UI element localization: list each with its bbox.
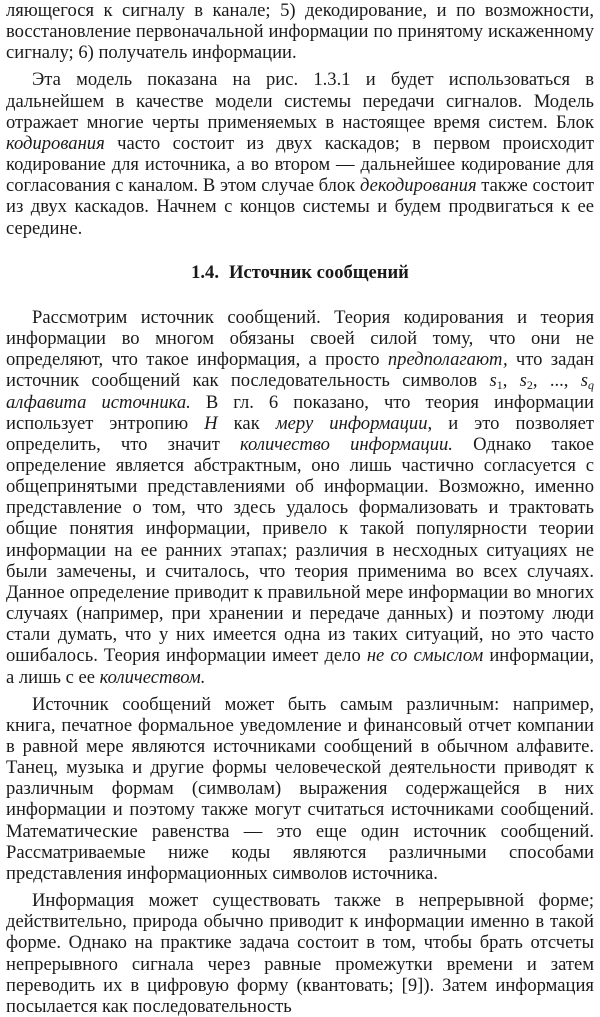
text-run: что задан источник сообщений как последовательность символов: [6, 349, 594, 392]
text-run: и это позволяет определить, что значит: [6, 412, 594, 455]
paragraph-continuation: ляющегося к сигналу в канале; 5) декодирование, и по возможности, восстановление первоначальной информации по принятому искаженному сигналу; 6) получатель информации.: [6, 0, 594, 64]
text-run: Однако такое определение является абстрактным, оно лишь частично согласуется с общепринятыми представлениями об информации. Возможно, именно представление о том, что здесь удалось формализовать и трактовать общие понятия информации, привело к такой популярности теории информации на ее ранних этапах; различия в несходных ситуациях не были замечены, и считалось, что теория применима во всех случаях. Данное определение приводит к правильной мере информации во многих случаях (например, при хранении и передаче данных) и поэтому люди стали думать, что у них имеется одна из таких ситуаций, но это часто ошибалось. Теория информации имеет дело: [6, 433, 594, 667]
text-run: часто состоит из двух каскадов; в первом происходит кодирование для источника, а во втором — дальнейшее кодирование для согласования с каналом. В этом случае блок: [6, 132, 594, 197]
section-title: Источник сообщений: [228, 261, 409, 283]
italic-term-not-meaning: не со смыслом: [366, 645, 484, 667]
section-number: 1.4.: [191, 261, 219, 283]
text-run: ,: [502, 370, 520, 392]
italic-term-decoding: декодирования: [359, 175, 477, 197]
text-run: также состоит из двух каскадов. Начнем с концов системы и будем продвигаться к ее середине.: [6, 175, 594, 239]
symbol-sq: s: [580, 370, 588, 392]
italic-term-encoding: кодирования: [6, 132, 105, 154]
text-run: как: [217, 412, 276, 434]
paragraph-message-source: [6, 307, 594, 688]
subscript-1: 1: [496, 378, 503, 393]
italic-term-information-quantity: количество информации.: [240, 433, 453, 455]
italic-term-assume: предполагают,: [387, 349, 508, 371]
symbol-s1: s: [489, 370, 497, 392]
text-run: информации, а лишь с ее: [6, 645, 594, 688]
text-run: Эта модель показана на рис. 1.3.1 и будет использоваться в дальнейшем в качестве модели системы передачи сигналов. Модель отражает многие черты применяемых в настоящее время систем. Блок: [6, 69, 594, 133]
section-heading: [6, 262, 594, 283]
italic-term-quantity: количеством.: [99, 666, 206, 688]
symbol-s2: s: [519, 370, 527, 392]
text-run: Рассмотрим источник сообщений. Теория кодирования и теория информации во многом обязаны своей силой тому, что они не определяют, что такое информация, а просто: [6, 306, 594, 371]
subscript-2: 2: [526, 378, 533, 393]
subscript-q: q: [588, 378, 594, 393]
paragraph-source-examples: Источник сообщений может быть самым различным: например, книга, печатное формальное уведомление и финансовый отчет компании в равной мере являются источниками сообщений в обычном алфавите. Танец, музыка и другие формы человеческой деятельности приводят к различным формам (символам) выражения содержащейся в них информации и поэтому также могут считаться источниками сообщений. Математические равенства — это еще один источник сообщений. Рассматриваемые ниже коды являются различными способами представления информационных символов источника.: [6, 693, 594, 884]
paragraph-model-description: [6, 69, 594, 238]
symbol-entropy-H: H: [204, 412, 218, 434]
text-run: , ...,: [532, 370, 581, 392]
text-run: В гл. 6 показано, что теория информации использует энтропию: [6, 391, 594, 434]
book-page: [6, 0, 594, 1017]
italic-term-source-alphabet: алфавита источника.: [6, 391, 191, 413]
paragraph-continuous-form: Информация может существовать также в непрерывной форме; действительно, природа обычно приводит к информации именно в такой форме. Однако на практике задача состоит в том, чтобы брать отсчеты непрерывного сигнала через равные промежутки времени и затем переводить их в цифровую форму (квантовать; [9]). Затем информация посылается как последовательность: [6, 890, 594, 1017]
italic-term-information-measure: меру информации,: [275, 412, 433, 434]
